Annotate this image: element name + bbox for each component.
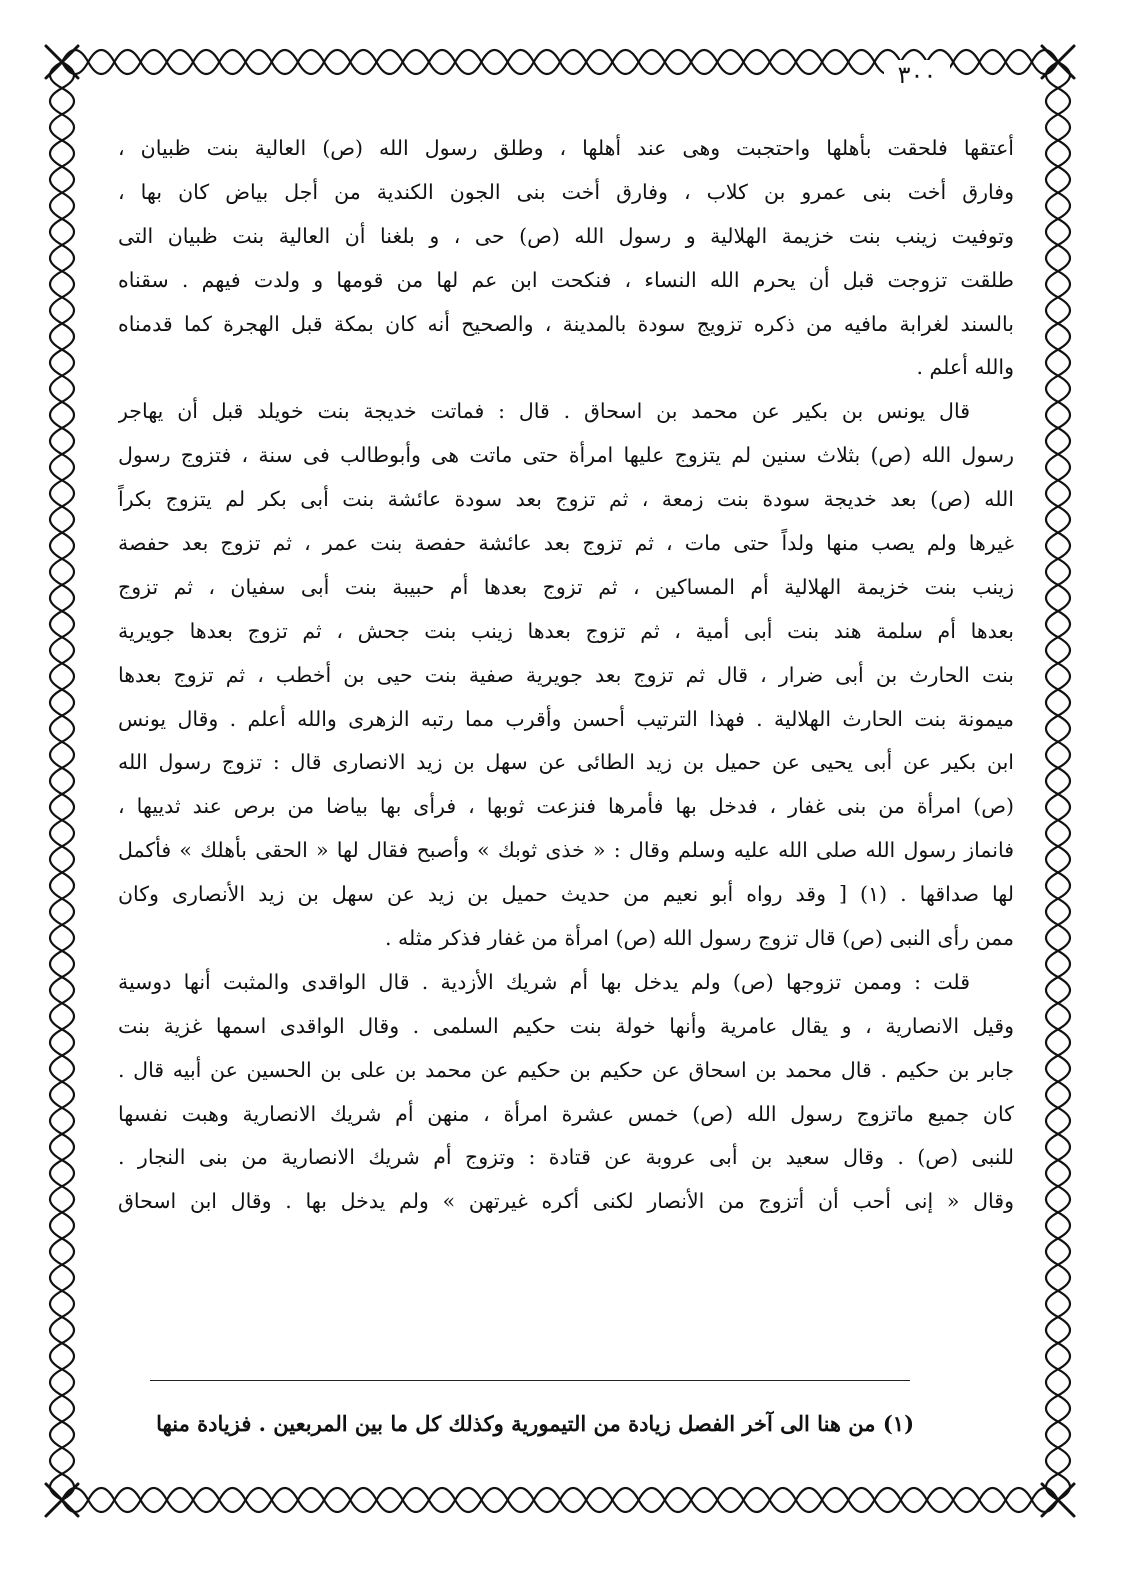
text-line: لها صداقها . (١) [ وقد رواه أبو نعيم من حديث حميل بن زيد عن سهل بن زيد الأنصارى وكان xyxy=(118,882,1014,907)
text-line: غيرها ولم يصب منها ولداً حتى مات ، ثم تزوج بعد عائشة حفصة بنت عمر ، ثم تزوج بعد حفصة xyxy=(118,531,1014,556)
main-text xyxy=(118,127,1014,1375)
footnote xyxy=(150,1400,914,1448)
text-line: قلت : وممن تزوجها (ص) ولم يدخل بها أم شريك الأزدية . قال الواقدى والمثبت أنها دوسية xyxy=(118,969,970,994)
text-line: بالسند لغرابة مافيه من ذكره تزويج سودة بالمدينة ، والصحيح أنه كان بمكة قبل الهجرة كما قدمناه xyxy=(118,311,1014,336)
text-line: ممن رأى النبى (ص) قال تزوج رسول الله (ص) امرأة من غفار فذكر مثله . xyxy=(385,926,1014,951)
text-line: (ص) امرأة من بنى غفار ، فدخل بها فأمرها فنزعت ثوبها ، فرأى بها بياضا من برص عند ثدييها ، xyxy=(118,794,1014,819)
text-line: والله أعلم . xyxy=(916,355,1014,380)
text-line: رسول الله (ص) بثلاث سنين لم يتزوج عليها امرأة حتى ماتت هى وأبوطالب فى سنة ، فتزوج رسول xyxy=(118,443,1014,468)
text-line: بعدها أم سلمة هند بنت أبى أمية ، ثم تزوج بعدها زينب بنت جحش ، ثم تزوج بعدها جويرية xyxy=(118,618,1014,643)
text-line: وتوفيت زينب بنت خزيمة الهلالية و رسول الله (ص) حى ، و بلغنا أن العالية بنت ظبيان التى xyxy=(118,223,1014,248)
paragraph-1 xyxy=(118,127,1014,390)
text-line: كان جميع ماتزوج رسول الله (ص) خمس عشرة امرأة ، منهن أم شريك الانصارية وهبت نفسها xyxy=(118,1101,1014,1126)
text-line: للنبى (ص) . وقال سعيد بن أبى عروبة عن قتادة : وتزوج أم شريك الانصارية من بنى النجار . xyxy=(118,1145,1014,1170)
text-line: وفارق أخت بنى عمرو بن كلاب ، وفارق أخت بنى الجون الكندية من أجل بياض كان بها ، xyxy=(118,179,1014,204)
border-corner-knot xyxy=(1042,1484,1074,1516)
text-line: طلقت تزوجت قبل أن يحرم الله النساء ، فنكحت ابن عم لها من قومها و ولدت فيهم . سقناه xyxy=(118,267,1014,292)
text-line: أعتقها فلحقت بأهلها واحتجبت وهى عند أهلها ، وطلق رسول الله (ص) العالية بنت ظبيان ، xyxy=(118,136,1014,160)
text-line: وقال « إنى أحب أن أتزوج من الأنصار لكنى أكره غيرتهن » ولم يدخل بها . وقال ابن اسحاق xyxy=(118,1189,1014,1214)
paragraph-3 xyxy=(118,961,1014,1224)
text-line: وقيل الانصارية ، و يقال عامرية وأنها خولة بنت حكيم السلمى . وقال الواقدى اسمها غزية بنت xyxy=(118,1013,1014,1038)
footnote-marker: (١) xyxy=(882,1411,914,1436)
text-line: بنت الحارث بن أبى ضرار ، قال ثم تزوج بعد جويرية صفية بنت حيى بن أخطب ، ثم تزوج بعدها xyxy=(118,662,1014,687)
text-line: فانماز رسول الله صلى الله عليه وسلم وقال : « خذى ثوبك » وأصبح فقال لها « الحقى بأهلك » فأكمل xyxy=(118,838,1014,863)
text-line: الله (ص) بعد خديجة سودة بنت زمعة ، ثم تزوج بعد سودة عائشة بنت أبى بكر لم يتزوج بكراً xyxy=(118,487,1014,512)
paragraph-2 xyxy=(118,390,1014,961)
text-line: ابن بكير عن أبى يحيى عن حميل بن زيد الطائى عن سهل بن زيد الانصارى قال : تزوج رسول الله xyxy=(118,750,1014,775)
text-line: جابر بن حكيم . قال محمد بن اسحاق عن حكيم بن حكيم عن محمد بن على بن الحسين عن أبيه قال . xyxy=(118,1057,1014,1082)
border-corner-knot xyxy=(1042,46,1074,78)
text-line: قال يونس بن بكير عن محمد بن اسحاق . قال : فماتت خديجة بنت خويلد قبل أن يهاجر xyxy=(118,399,970,424)
text-line: ميمونة بنت الحارث الهلالية . فهذا الترتيب أحسن وأقرب مما رتبه الزهرى والله أعلم . وقال يونس xyxy=(118,706,1014,731)
border-rope xyxy=(62,1488,1058,1512)
text-line: زينب بنت خزيمة الهلالية أم المساكين ، ثم تزوج بعدها أم حبيبة بنت أبى سفيان ، ثم تزوج xyxy=(118,574,1014,599)
footnote-text: من هنا الى آخر الفصل زيادة من التيمورية وكذلك كل ما بين المربعين . فزيادة منها xyxy=(156,1411,876,1436)
border-corner-knot xyxy=(46,46,78,78)
border-corner-knot xyxy=(46,1484,78,1516)
page-number: ٣٠٠ xyxy=(884,60,950,90)
footnote-separator xyxy=(150,1380,910,1381)
